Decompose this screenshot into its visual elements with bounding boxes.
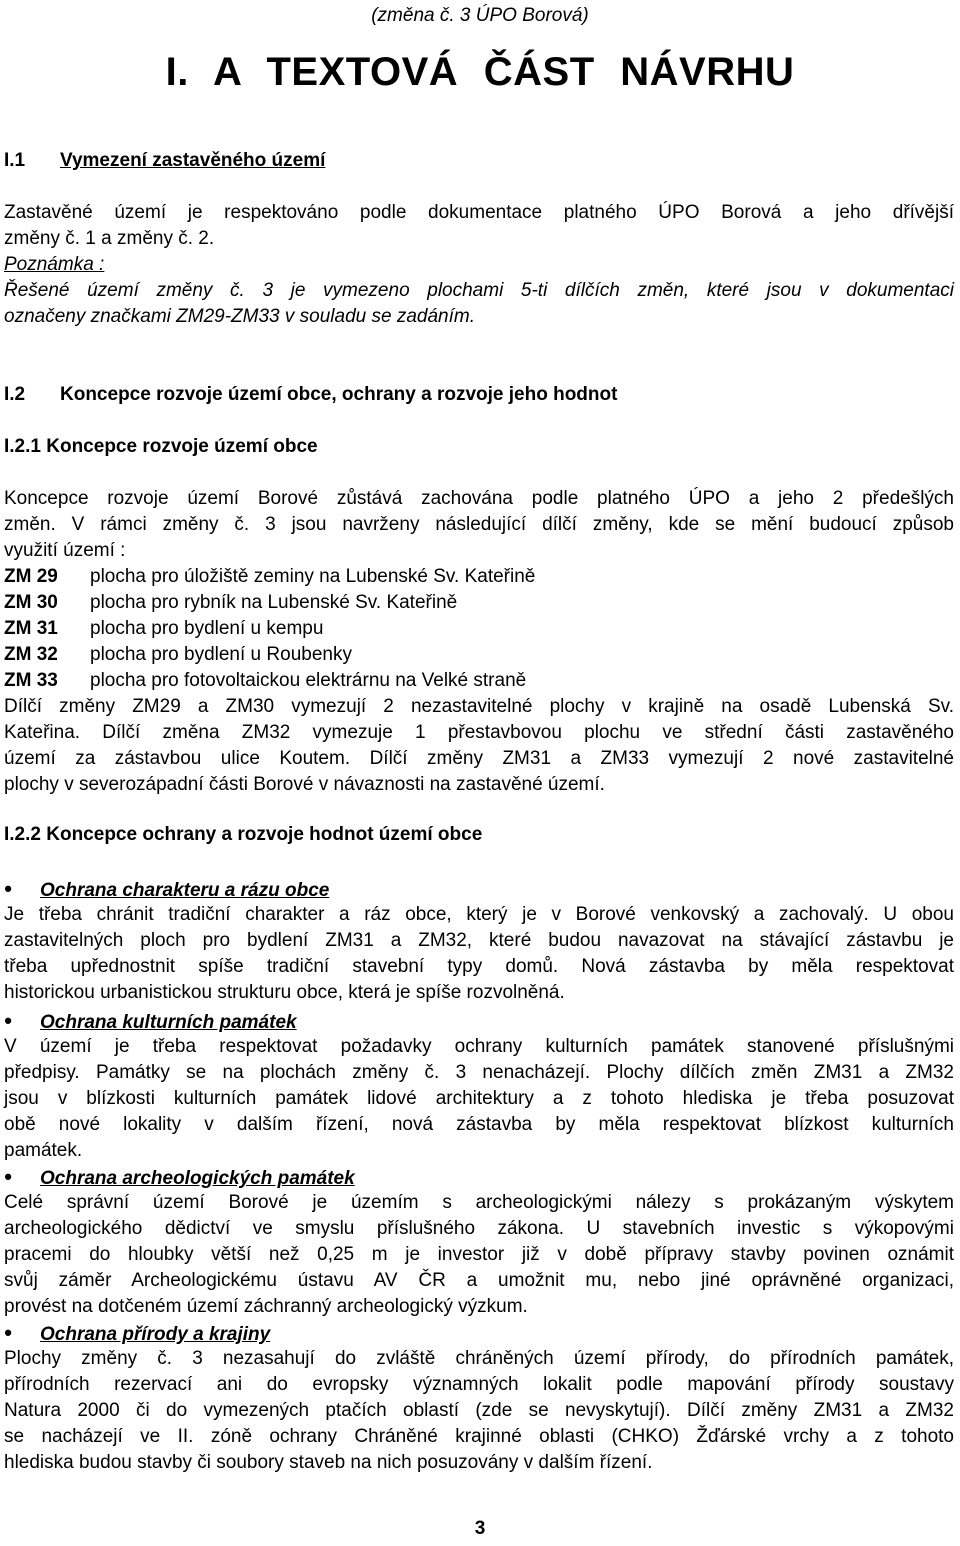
paragraph-line: obě nové lokality v dalším řízení, nová zástavba by měla respektovat blízkost kulturních	[4, 1114, 954, 1135]
paragraph-line: památek.	[4, 1140, 83, 1161]
paragraph-line: změny č. 1 a změny č. 2.	[4, 228, 215, 249]
paragraph-line: třeba upřednostnit spíše tradiční stavební typy domů. Nová zástavba by měla respektovat	[4, 956, 954, 977]
paragraph-line: Natura 2000 či do vymezených ptačích oblastí (zde se nevyskytují). Dílčí změny ZM31 a ZM32	[4, 1400, 954, 1421]
note-line: Řešené území změny č. 3 je vymezeno plochami 5-ti dílčích změn, které jsou v dokumentaci	[4, 280, 954, 301]
paragraph-line: využití území :	[4, 540, 126, 561]
bullet-heading: • Ochrana archeologických památek	[4, 1164, 355, 1189]
bullet-heading: • Ochrana charakteru a rázu obce	[4, 876, 330, 901]
paragraph-line: historickou urbanistickou strukturu obce, která je spíše rozvolněná.	[4, 982, 565, 1003]
subsection-heading-2-1: I.2.1 Koncepce rozvoje území obce	[4, 436, 318, 457]
paragraph-line: Koncepce rozvoje území Borové zůstává zachována podle platného ÚPO a jeho 2 předešlých	[4, 488, 954, 509]
zm-code: ZM 33	[4, 670, 58, 691]
bullet-heading: • Ochrana kulturních památek	[4, 1008, 297, 1033]
zm-code: ZM 30	[4, 592, 58, 613]
paragraph-line: hlediska budou stavby či soubory staveb na nich posuzovány v dalším řízení.	[4, 1452, 653, 1473]
paragraph-line: území za zástavbou ulice Koutem. Dílčí změny ZM31 a ZM33 vymezují 2 nové zastavitelné	[4, 748, 954, 769]
paragraph-line: svůj záměr Archeologickému ústavu AV ČR a umožnit mu, nebo jiné oprávněné organizaci,	[4, 1270, 954, 1291]
paragraph-line: předpisy. Památky se na plochách změny č. 3 nenacházejí. Plochy dílčích změn ZM31 a ZM32	[4, 1062, 954, 1083]
zm-item	[4, 616, 323, 642]
zm-item	[4, 642, 352, 668]
paragraph-line: archeologického dědictví ve smyslu příslušného zákona. U stavebních investic s výkopovými	[4, 1218, 954, 1239]
document-subtitle: (změna č. 3 ÚPO Borová)	[371, 5, 589, 26]
bullet-icon: •	[4, 1008, 12, 1033]
paragraph-line: Zastavěné území je respektováno podle dokumentace platného ÚPO Borová a jeho dřívější	[4, 202, 954, 223]
note-line: označeny značkami ZM29-ZM33 v souladu se zadáním.	[4, 306, 475, 327]
zm-text: plocha pro fotovoltaickou elektrárnu na Velké straně	[90, 670, 527, 691]
paragraph-line: Kateřina. Dílčí změna ZM32 vymezuje 1 přestavbovou plochu ve střední části zastavěného	[4, 722, 954, 743]
zm-item	[4, 668, 526, 694]
paragraph-line: V území je třeba respektovat požadavky ochrany kulturních památek stanovené příslušnými	[4, 1036, 954, 1057]
paragraph-line: Dílčí změny ZM29 a ZM30 vymezují 2 nezastavitelné plochy v krajině na osadě Lubenská Sv.	[4, 696, 954, 717]
zm-item	[4, 590, 457, 616]
document-title: I. A TEXTOVÁ ČÁST NÁVRHU	[165, 50, 795, 94]
paragraph-line: zastavitelných ploch pro bydlení ZM31 a ZM32, které budou navazovat na stávající zástavbu je	[4, 930, 954, 951]
zm-code: ZM 29	[4, 566, 58, 587]
section-heading-2	[4, 382, 617, 408]
paragraph-line: změn. V rámci změny č. 3 jsou navrženy následující dílčí změny, kde se mění budoucí způsob	[4, 514, 954, 535]
section-number: I.2	[4, 384, 26, 405]
paragraph-line: pracemi do hloubky větší než 0,25 m je investor již v době přípravy stavby povinen oznámit	[4, 1244, 954, 1265]
zm-code: ZM 31	[4, 618, 58, 639]
section-heading-1	[4, 148, 325, 174]
section-title: Vymezení zastavěného území	[60, 150, 326, 171]
bullet-heading: • Ochrana přírody a krajiny	[4, 1320, 271, 1345]
paragraph-line: Celé správní území Borové je územím s archeologickými nálezy s prokázaným výskytem	[4, 1192, 954, 1213]
bullet-icon: •	[4, 1320, 12, 1345]
zm-text: plocha pro bydlení u kempu	[90, 618, 324, 639]
paragraph-line: jsou v blízkosti kulturních památek lidové architektury a z tohoto hlediska je třeba posuzovat	[4, 1088, 954, 1109]
zm-text: plocha pro bydlení u Roubenky	[90, 644, 352, 665]
zm-item	[4, 564, 535, 590]
zm-text: plocha pro úložiště zeminy na Lubenské Sv. Kateřině	[90, 566, 536, 587]
bullet-icon: •	[4, 876, 12, 901]
paragraph-line: Je třeba chránit tradiční charakter a ráz obce, který je v Borové venkovský a zachovalý. U obou	[4, 904, 954, 925]
paragraph-line: se nacházejí ve II. zóně ochrany Chráněné krajinné oblasti (CHKO) Žďárské vrchy a z tohoto	[4, 1426, 954, 1447]
zm-text: plocha pro rybník na Lubenské Sv. Kateřině	[90, 592, 458, 613]
zm-code: ZM 32	[4, 644, 58, 665]
subsection-heading-2-2: I.2.2 Koncepce ochrany a rozvoje hodnot území obce	[4, 824, 483, 845]
section-number: I.1	[4, 150, 26, 171]
bullet-icon: •	[4, 1164, 12, 1189]
paragraph-line: plochy v severozápadní části Borové v návaznosti na zastavěné území.	[4, 774, 605, 795]
paragraph-line: přírodních rezervací ani do evropsky významných lokalit podle mapování přírody soustavy	[4, 1374, 954, 1395]
paragraph-line: Plochy změny č. 3 nezasahují do zvláště chráněných území přírody, do přírodních památek,	[4, 1348, 954, 1369]
note-label: Poznámka :	[4, 254, 105, 275]
section-title: Koncepce rozvoje území obce, ochrany a rozvoje jeho hodnot	[60, 384, 618, 405]
page-number: 3	[474, 1518, 486, 1539]
paragraph-line: provést na dotčeném území záchranný archeologický výzkum.	[4, 1296, 528, 1317]
